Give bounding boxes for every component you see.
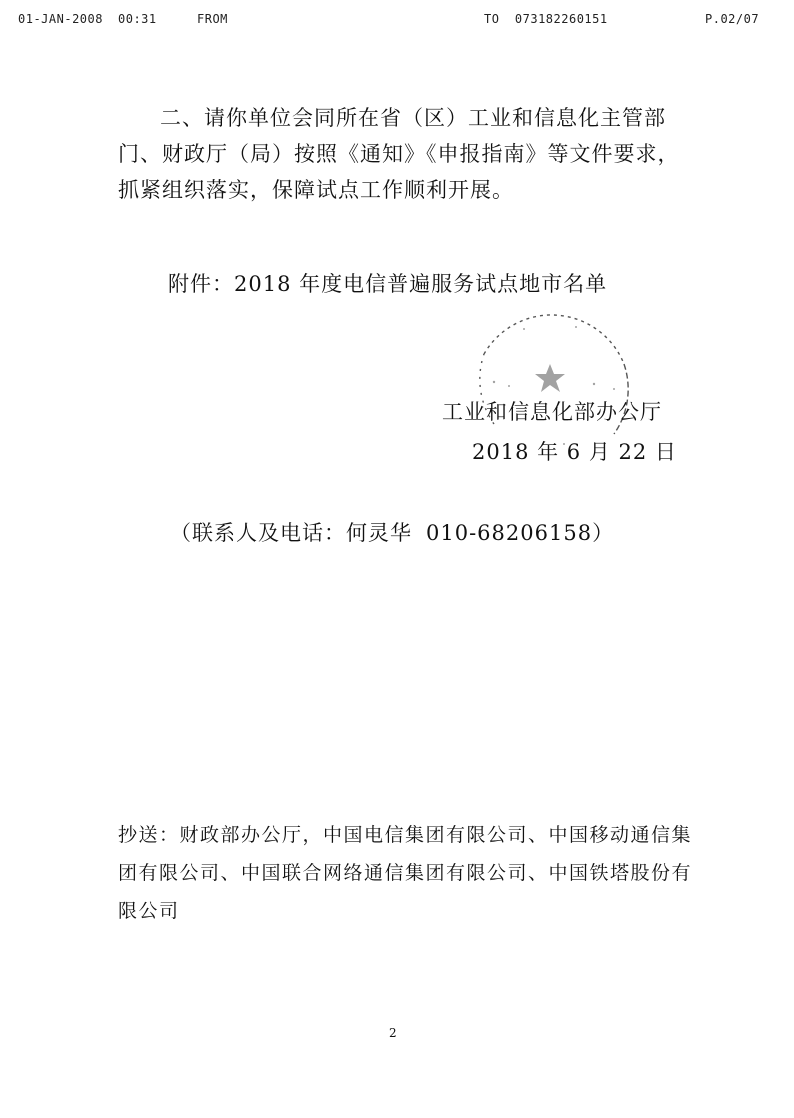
contact-label: （联系人及电话：何灵华 <box>170 521 412 545</box>
fax-header <box>0 12 794 32</box>
fax-page-indicator: P.02/07 <box>705 12 760 26</box>
fax-time: 00:31 <box>118 12 157 26</box>
fax-date: 01-JAN-2008 <box>18 12 103 26</box>
issuer-name: 工业和信息化部办公厅 <box>442 400 662 424</box>
fax-from: FROM <box>197 12 228 26</box>
seal-star-icon <box>535 364 565 392</box>
issue-date: 2018 年 6 月 22 日 <box>472 440 677 464</box>
seal-arc-top <box>484 315 624 364</box>
cc-recipients: 抄送：财政部办公厅，中国电信集团有限公司、中国移动通信集团有限公司、中国联合网络通信集团有限公司、中国铁塔股份有限公司 <box>118 824 693 922</box>
contact-info <box>170 517 614 547</box>
attachment-line: 附件：2018 年度电信普遍服务试点地市名单 <box>168 272 608 296</box>
paragraph-2: 二、请你单位会同所在省（区）工业和信息化主管部门、财政厅（局）按照《通知》《申报指南》等文件要求，抓紧组织落实，保障试点工作顺利开展。 <box>118 106 680 202</box>
contact-phone: 010-68206158） <box>426 521 615 545</box>
page-number: 2 <box>389 1026 397 1040</box>
fax-to-number: TO 073182260151 <box>484 12 608 26</box>
